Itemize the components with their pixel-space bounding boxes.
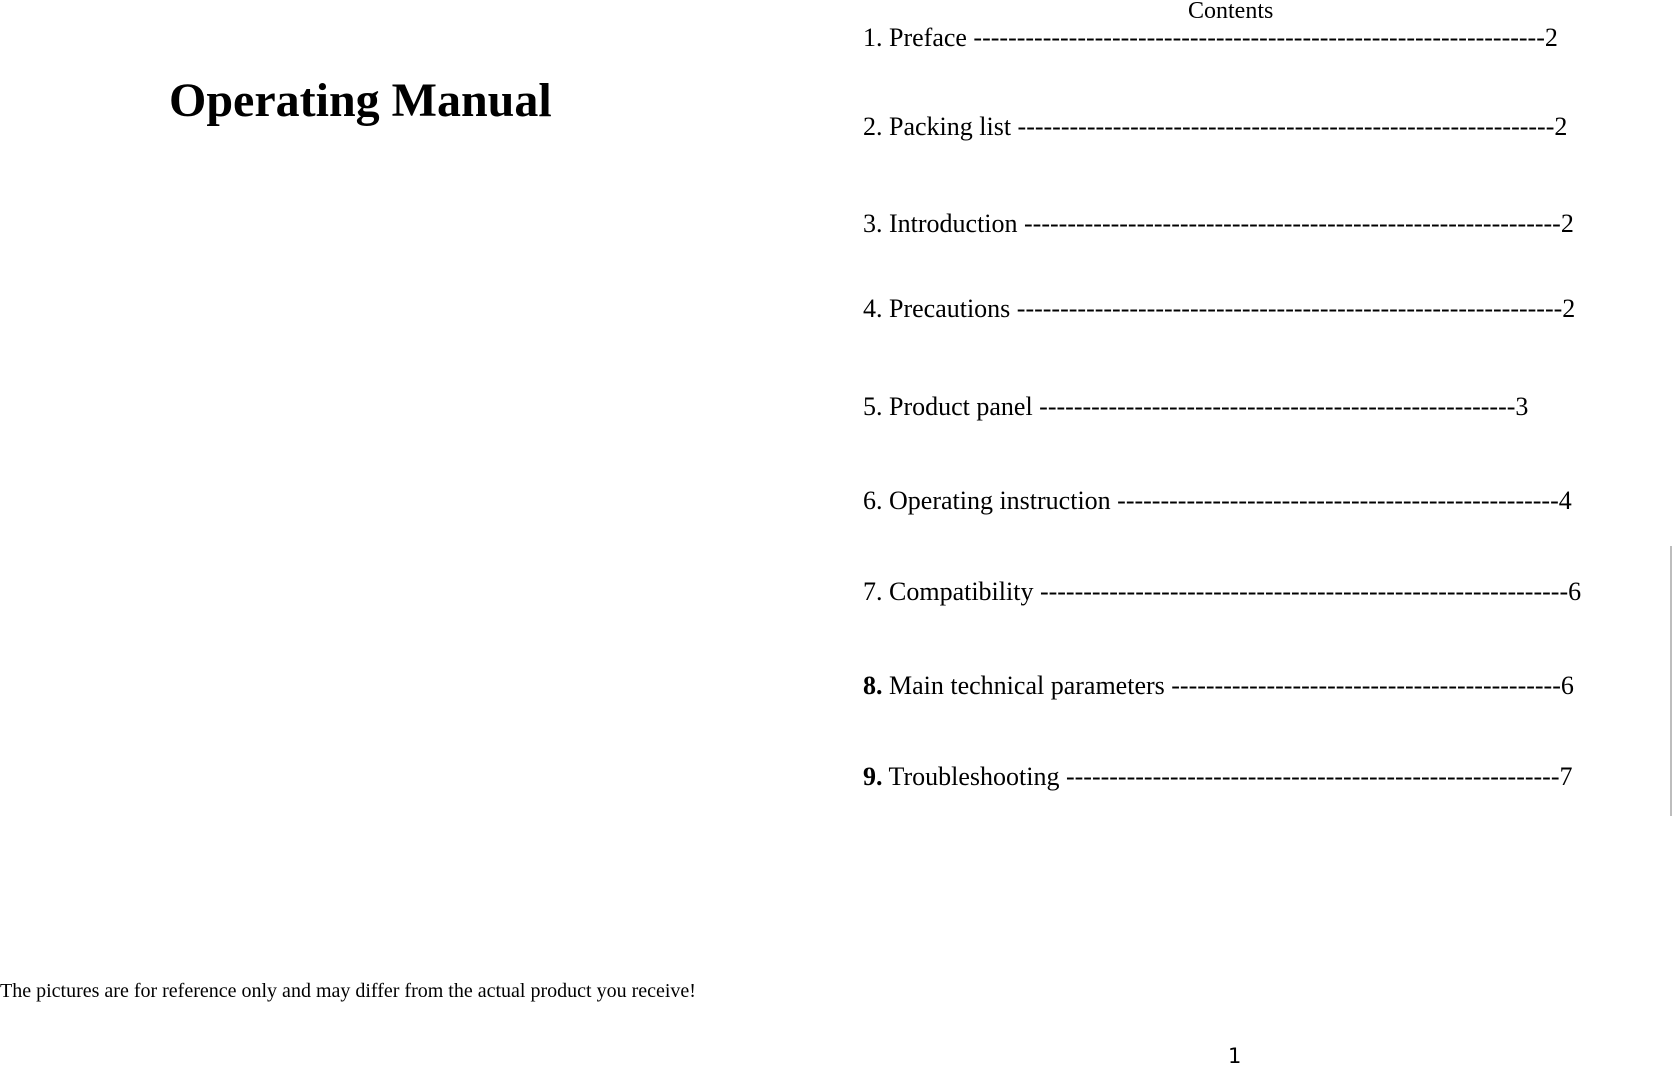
toc-entry-troubleshooting[interactable] (863, 761, 1573, 792)
toc-entry-number: 3. (863, 209, 883, 238)
page-edge-marker (1670, 546, 1672, 816)
toc-entry-number: 7. (863, 577, 883, 606)
toc-entry-number: 8. (863, 671, 883, 700)
toc-entry-main-technical-parameters[interactable] (863, 670, 1574, 701)
toc-entry-precautions[interactable] (863, 293, 1575, 324)
toc-entry-text: Preface ------------------------------------------------------------------2 (882, 23, 1558, 52)
toc-entry-number: 1. (863, 23, 883, 52)
toc-entry-preface[interactable] (863, 22, 1558, 53)
document-title: Operating Manual (169, 74, 552, 127)
toc-entry-text: Product panel -------------------------------------------------------3 (882, 392, 1529, 421)
toc-entry-text: Troubleshooting ---------------------------------------------------------7 (882, 762, 1573, 791)
toc-entry-number: 9. (863, 762, 883, 791)
toc-entry-number: 4. (863, 294, 883, 323)
toc-entry-text: Introduction --------------------------------------------------------------2 (882, 209, 1574, 238)
toc-entry-text: Precautions ---------------------------------------------------------------2 (882, 294, 1576, 323)
toc-entry-text: Packing list --------------------------------------------------------------2 (882, 112, 1568, 141)
toc-entry-text: Compatibility -------------------------------------------------------------6 (882, 577, 1582, 606)
page-number: 1 (1228, 1044, 1242, 1068)
toc-entry-number: 5. (863, 392, 883, 421)
contents-heading: Contents (1188, 0, 1274, 24)
toc-entry-product-panel[interactable] (863, 391, 1528, 422)
toc-entry-packing-list[interactable] (863, 111, 1567, 142)
toc-entry-introduction[interactable] (863, 208, 1574, 239)
toc-entry-operating-instruction[interactable] (863, 485, 1572, 516)
toc-entry-compatibility[interactable] (863, 576, 1581, 607)
toc-entry-text: Main technical parameters ---------------------------------------------6 (882, 671, 1574, 700)
toc-entry-text: Operating instruction ---------------------------------------------------4 (882, 486, 1572, 515)
toc-entry-number: 2. (863, 112, 883, 141)
reference-disclaimer: The pictures are for reference only and may differ from the actual product you receive! (0, 980, 696, 1002)
toc-entry-number: 6. (863, 486, 883, 515)
